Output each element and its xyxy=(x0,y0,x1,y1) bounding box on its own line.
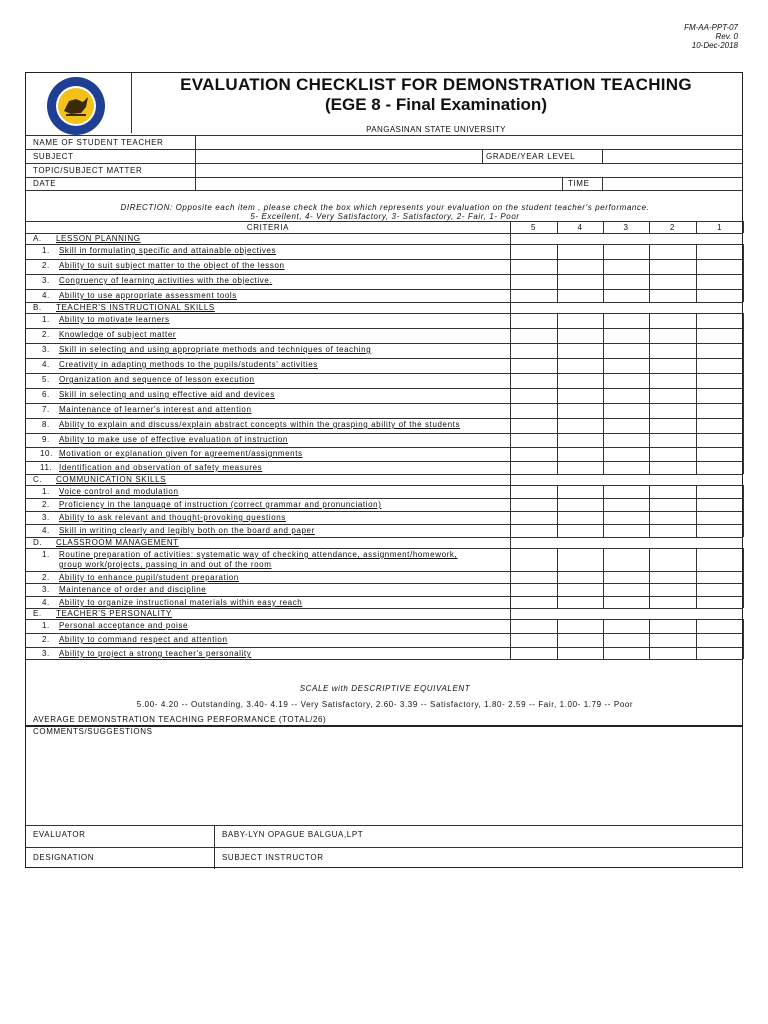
rating-checkbox-2[interactable] xyxy=(649,596,696,608)
rating-checkbox-4[interactable] xyxy=(557,343,603,358)
column-rule xyxy=(743,358,744,373)
rating-checkbox-5[interactable] xyxy=(510,358,557,373)
evaluation-form xyxy=(25,72,743,868)
criterion-item: Ability to command respect and attention xyxy=(59,635,228,644)
evaluator-label: EVALUATOR xyxy=(33,830,86,839)
rating-checkbox-4[interactable] xyxy=(557,418,603,433)
rating-checkbox-3[interactable] xyxy=(603,511,649,524)
column-rule xyxy=(510,608,511,619)
rating-checkbox-5[interactable] xyxy=(510,343,557,358)
rating-checkbox-1[interactable] xyxy=(696,313,743,328)
criterion-item: Ability to explain and discuss/explain abstract concepts within the grasping ability of the students xyxy=(59,420,461,429)
rating-checkbox-2[interactable] xyxy=(649,619,696,633)
item-number: 9. xyxy=(42,435,50,444)
rating-checkbox-3[interactable] xyxy=(603,358,649,373)
column-rule xyxy=(510,302,511,313)
criterion-item: Skill in selecting and using effective aid and devices xyxy=(59,390,275,399)
rating-header-2: 2 xyxy=(669,223,676,232)
rating-checkbox-4[interactable] xyxy=(557,358,603,373)
rating-checkbox-1[interactable] xyxy=(696,571,743,583)
rating-checkbox-5[interactable] xyxy=(510,447,557,461)
rating-checkbox-4[interactable] xyxy=(557,485,603,498)
rating-checkbox-5[interactable] xyxy=(510,313,557,328)
rule xyxy=(602,177,603,190)
rating-checkbox-2[interactable] xyxy=(649,524,696,537)
criterion-item: Maintenance of learner's interest and attention xyxy=(59,405,252,414)
rating-checkbox-3[interactable] xyxy=(603,418,649,433)
rating-checkbox-5[interactable] xyxy=(510,498,557,511)
rating-checkbox-2[interactable] xyxy=(649,571,696,583)
column-rule xyxy=(743,485,744,498)
rating-checkbox-1[interactable] xyxy=(696,244,743,259)
rating-checkbox-3[interactable] xyxy=(603,461,649,474)
rating-checkbox-3[interactable] xyxy=(603,433,649,447)
rating-checkbox-5[interactable] xyxy=(510,328,557,343)
column-rule xyxy=(743,403,744,418)
evaluator-name: BABY-LYN OPAGUE BALGUA,LPT xyxy=(222,830,364,839)
criterion-item: Voice control and modulation xyxy=(59,487,179,496)
rating-checkbox-5[interactable] xyxy=(510,373,557,388)
section-letter-e: E. xyxy=(33,609,42,618)
rating-checkbox-5[interactable] xyxy=(510,433,557,447)
column-rule xyxy=(510,233,511,244)
rating-checkbox-3[interactable] xyxy=(603,259,649,274)
section-letter-b: B. xyxy=(33,303,42,312)
criterion-item: Motivation or explanation given for agreement/assignments xyxy=(59,449,303,458)
item-number: 1. xyxy=(42,621,50,630)
revision-date: 10-Dec-2018 xyxy=(691,41,738,50)
rating-checkbox-2[interactable] xyxy=(649,403,696,418)
column-rule xyxy=(743,524,744,537)
criterion-item: group work/projects, passing in and out of the room xyxy=(59,560,272,569)
rating-checkbox-5[interactable] xyxy=(510,274,557,289)
item-number: 2. xyxy=(42,573,50,582)
criterion-item: Identification and observation of safety measures xyxy=(59,463,263,472)
column-rule xyxy=(743,244,744,259)
rating-checkbox-4[interactable] xyxy=(557,633,603,647)
rating-checkbox-5[interactable] xyxy=(510,524,557,537)
column-rule xyxy=(743,511,744,524)
rating-checkbox-2[interactable] xyxy=(649,313,696,328)
rating-checkbox-5[interactable] xyxy=(510,403,557,418)
form-title: EVALUATION CHECKLIST FOR DEMONSTRATION TEACHING xyxy=(180,75,692,94)
criterion-item: Personal acceptance and poise xyxy=(59,621,189,630)
rating-checkbox-2[interactable] xyxy=(649,388,696,403)
item-number: 4. xyxy=(42,291,50,300)
column-rule xyxy=(743,313,744,328)
rule xyxy=(26,847,742,848)
rating-checkbox-1[interactable] xyxy=(696,485,743,498)
criterion-item: Skill in selecting and using appropriate methods and techniques of teaching xyxy=(59,345,372,354)
rating-checkbox-1[interactable] xyxy=(696,343,743,358)
rating-checkbox-3[interactable] xyxy=(603,583,649,596)
item-number: 2. xyxy=(42,261,50,270)
item-number: 4. xyxy=(42,360,50,369)
item-number: 3. xyxy=(42,649,50,658)
rating-checkbox-4[interactable] xyxy=(557,244,603,259)
column-rule xyxy=(510,474,511,485)
item-number: 4. xyxy=(42,598,50,607)
form-code: FM-AA-PPT-07 xyxy=(684,23,738,32)
section-letter-c: C. xyxy=(33,475,43,484)
criterion-item: Ability to organize instructional materials within easy reach xyxy=(59,598,303,607)
rating-checkbox-2[interactable] xyxy=(649,583,696,596)
column-rule xyxy=(743,571,744,583)
rating-checkbox-4[interactable] xyxy=(557,289,603,302)
rule xyxy=(26,177,742,178)
direction-prefix: DIRECTION: xyxy=(120,203,173,212)
column-rule xyxy=(743,373,744,388)
section-title-e: TEACHER'S PERSONALITY xyxy=(56,609,172,618)
rating-checkbox-5[interactable] xyxy=(510,244,557,259)
criterion-item: Creativity in adapting methods to the pupils/students' activities xyxy=(59,360,318,369)
rating-checkbox-1[interactable] xyxy=(696,647,743,659)
column-rule xyxy=(743,633,744,647)
rating-header-3: 3 xyxy=(623,223,629,232)
rating-checkbox-4[interactable] xyxy=(557,328,603,343)
rating-checkbox-2[interactable] xyxy=(649,485,696,498)
direction-line-2: 5- Excellent, 4- Very Satisfactory, 3- Satisfactory, 2- Fair, 1- Poor xyxy=(250,212,520,221)
rating-checkbox-5[interactable] xyxy=(510,571,557,583)
rating-checkbox-3[interactable] xyxy=(603,403,649,418)
scale-title: SCALE with DESCRIPTIVE EQUIVALENT xyxy=(299,684,471,693)
rating-checkbox-5[interactable] xyxy=(510,583,557,596)
rating-checkbox-3[interactable] xyxy=(603,633,649,647)
rating-checkbox-4[interactable] xyxy=(557,524,603,537)
criterion-item: Skill in writing clearly and legibly both on the board and paper xyxy=(59,526,315,535)
rating-checkbox-5[interactable] xyxy=(510,633,557,647)
student-teacher-label: NAME OF STUDENT TEACHER xyxy=(33,138,164,147)
rating-checkbox-4[interactable] xyxy=(557,274,603,289)
grade-level-label: GRADE/YEAR LEVEL xyxy=(486,152,576,161)
rating-checkbox-3[interactable] xyxy=(603,274,649,289)
rating-checkbox-1[interactable] xyxy=(696,403,743,418)
topic-label: TOPIC/SUBJECT MATTER xyxy=(33,166,143,175)
rating-checkbox-2[interactable] xyxy=(649,274,696,289)
rule xyxy=(26,149,742,150)
rating-checkbox-2[interactable] xyxy=(649,548,696,571)
rating-checkbox-2[interactable] xyxy=(649,461,696,474)
rating-checkbox-4[interactable] xyxy=(557,596,603,608)
item-number: 2. xyxy=(42,635,50,644)
criterion-item: Ability to project a strong teacher's personality xyxy=(59,649,252,658)
rating-checkbox-2[interactable] xyxy=(649,358,696,373)
column-rule xyxy=(743,596,744,608)
item-number: 3. xyxy=(42,585,50,594)
average-label: AVERAGE DEMONSTRATION TEACHING PERFORMANCE (TOTAL/26) xyxy=(33,715,327,724)
designation-label: DESIGNATION xyxy=(33,853,95,862)
rating-checkbox-4[interactable] xyxy=(557,511,603,524)
rule xyxy=(214,825,215,869)
rating-checkbox-5[interactable] xyxy=(510,289,557,302)
rating-checkbox-2[interactable] xyxy=(649,244,696,259)
rating-checkbox-3[interactable] xyxy=(603,647,649,659)
criterion-item: Proficiency in the language of instruction (correct grammar and pronunciation) xyxy=(59,500,382,509)
rating-checkbox-1[interactable] xyxy=(696,274,743,289)
rating-checkbox-1[interactable] xyxy=(696,433,743,447)
item-number: 5. xyxy=(42,375,50,384)
rating-checkbox-2[interactable] xyxy=(649,289,696,302)
revision: Rev. 0 xyxy=(715,32,738,41)
item-number: 6. xyxy=(42,390,50,399)
rating-checkbox-4[interactable] xyxy=(557,373,603,388)
rating-checkbox-4[interactable] xyxy=(557,259,603,274)
rating-checkbox-3[interactable] xyxy=(603,548,649,571)
column-rule xyxy=(743,461,744,474)
rating-checkbox-3[interactable] xyxy=(603,244,649,259)
item-number: 1. xyxy=(42,246,50,255)
rating-checkbox-2[interactable] xyxy=(649,259,696,274)
rating-checkbox-2[interactable] xyxy=(649,647,696,659)
rating-checkbox-3[interactable] xyxy=(603,328,649,343)
criterion-item: Knowledge of subject matter xyxy=(59,330,177,339)
rating-checkbox-3[interactable] xyxy=(603,619,649,633)
rating-checkbox-5[interactable] xyxy=(510,259,557,274)
row-rule xyxy=(26,659,742,660)
rating-checkbox-4[interactable] xyxy=(557,313,603,328)
rating-checkbox-3[interactable] xyxy=(603,388,649,403)
rule xyxy=(195,135,196,190)
rating-checkbox-2[interactable] xyxy=(649,511,696,524)
rating-checkbox-3[interactable] xyxy=(603,485,649,498)
column-rule xyxy=(743,418,744,433)
rating-checkbox-2[interactable] xyxy=(649,433,696,447)
item-number: 10. xyxy=(40,449,53,458)
column-rule xyxy=(743,274,744,289)
rating-checkbox-5[interactable] xyxy=(510,647,557,659)
section-letter-d: D. xyxy=(33,538,43,547)
item-number: 1. xyxy=(42,487,50,496)
designation-value: SUBJECT INSTRUCTOR xyxy=(222,853,324,862)
rating-checkbox-1[interactable] xyxy=(696,447,743,461)
rating-header-4: 4 xyxy=(577,223,583,232)
rating-checkbox-1[interactable] xyxy=(696,358,743,373)
rating-checkbox-3[interactable] xyxy=(603,313,649,328)
column-rule xyxy=(743,259,744,274)
rating-checkbox-5[interactable] xyxy=(510,388,557,403)
rule xyxy=(26,825,742,826)
rating-checkbox-4[interactable] xyxy=(557,388,603,403)
form-subtitle: (EGE 8 - Final Examination) xyxy=(325,95,547,114)
item-number: 8. xyxy=(42,420,50,429)
column-rule xyxy=(743,647,744,659)
item-number: 1. xyxy=(42,315,50,324)
rating-checkbox-4[interactable] xyxy=(557,647,603,659)
criterion-item: Congruency of learning activities with the objective. xyxy=(59,276,273,285)
item-number: 3. xyxy=(42,513,50,522)
rating-checkbox-2[interactable] xyxy=(649,418,696,433)
comments-label: COMMENTS/SUGGESTIONS xyxy=(33,727,153,736)
rating-checkbox-5[interactable] xyxy=(510,511,557,524)
rating-checkbox-4[interactable] xyxy=(557,583,603,596)
rating-checkbox-4[interactable] xyxy=(557,447,603,461)
rating-checkbox-3[interactable] xyxy=(603,447,649,461)
header-divider xyxy=(131,73,132,133)
rating-checkbox-3[interactable] xyxy=(603,524,649,537)
rating-checkbox-1[interactable] xyxy=(696,524,743,537)
section-title-c: COMMUNICATION SKILLS xyxy=(56,475,167,484)
rule xyxy=(26,135,742,136)
item-number: 7. xyxy=(42,405,50,414)
date-label: DATE xyxy=(33,179,57,188)
rating-checkbox-1[interactable] xyxy=(696,498,743,511)
criterion-item: Ability to ask relevant and thought-provoking questions xyxy=(59,513,286,522)
item-number: 3. xyxy=(42,276,50,285)
rating-checkbox-1[interactable] xyxy=(696,289,743,302)
item-number: 3. xyxy=(42,345,50,354)
rating-checkbox-3[interactable] xyxy=(603,596,649,608)
column-rule xyxy=(743,619,744,633)
section-letter-a: A. xyxy=(33,234,42,243)
rating-checkbox-2[interactable] xyxy=(649,343,696,358)
rule xyxy=(26,190,742,191)
rating-checkbox-3[interactable] xyxy=(603,289,649,302)
item-number: 4. xyxy=(42,526,50,535)
column-rule xyxy=(743,447,744,461)
rating-checkbox-1[interactable] xyxy=(696,548,743,571)
rating-checkbox-5[interactable] xyxy=(510,418,557,433)
criterion-item: Ability to suit subject matter to the object of the lesson xyxy=(59,261,285,270)
criterion-item: Ability to enhance pupil/student preparation xyxy=(59,573,239,582)
rating-checkbox-4[interactable] xyxy=(557,461,603,474)
rating-checkbox-3[interactable] xyxy=(603,498,649,511)
rating-checkbox-2[interactable] xyxy=(649,373,696,388)
rating-header-5: 5 xyxy=(530,223,537,232)
rating-checkbox-5[interactable] xyxy=(510,461,557,474)
column-rule xyxy=(743,548,744,571)
criterion-item: Skill in formulating specific and attainable objectives xyxy=(59,246,277,255)
rating-checkbox-3[interactable] xyxy=(603,373,649,388)
document-code-block xyxy=(684,23,738,50)
rating-checkbox-2[interactable] xyxy=(649,447,696,461)
rating-checkbox-1[interactable] xyxy=(696,583,743,596)
column-rule xyxy=(743,328,744,343)
rating-checkbox-1[interactable] xyxy=(696,596,743,608)
column-rule xyxy=(743,388,744,403)
criteria-header: CRITERIA xyxy=(246,223,290,232)
criterion-item: Organization and sequence of lesson execution xyxy=(59,375,255,384)
rating-checkbox-2[interactable] xyxy=(649,328,696,343)
criterion-item: Ability to use appropriate assessment tools xyxy=(59,291,237,300)
column-rule xyxy=(743,343,744,358)
rating-header-1: 1 xyxy=(716,223,723,232)
rating-checkbox-1[interactable] xyxy=(696,418,743,433)
rating-checkbox-4[interactable] xyxy=(557,498,603,511)
rating-checkbox-5[interactable] xyxy=(510,485,557,498)
column-rule xyxy=(743,433,744,447)
section-title-d: CLASSROOM MANAGEMENT xyxy=(56,538,179,547)
rating-checkbox-4[interactable] xyxy=(557,619,603,633)
rule xyxy=(26,163,742,164)
rule xyxy=(482,149,483,163)
rating-checkbox-1[interactable] xyxy=(696,633,743,647)
row-rule xyxy=(26,221,742,222)
university-name: PANGASINAN STATE UNIVERSITY xyxy=(366,125,506,134)
column-rule xyxy=(510,537,511,548)
rating-checkbox-4[interactable] xyxy=(557,571,603,583)
criterion-item: Ability to motivate learners xyxy=(59,315,170,324)
rating-checkbox-3[interactable] xyxy=(603,343,649,358)
rating-checkbox-2[interactable] xyxy=(649,498,696,511)
item-number: 2. xyxy=(42,500,50,509)
rating-checkbox-5[interactable] xyxy=(510,596,557,608)
item-number: 2. xyxy=(42,330,50,339)
rating-checkbox-5[interactable] xyxy=(510,548,557,571)
rating-checkbox-5[interactable] xyxy=(510,619,557,633)
rating-checkbox-1[interactable] xyxy=(696,388,743,403)
rating-checkbox-1[interactable] xyxy=(696,619,743,633)
rating-checkbox-4[interactable] xyxy=(557,403,603,418)
rating-checkbox-1[interactable] xyxy=(696,461,743,474)
rating-checkbox-3[interactable] xyxy=(603,571,649,583)
column-rule xyxy=(743,498,744,511)
criterion-item: Ability to make use of effective evaluation of instruction xyxy=(59,435,288,444)
item-number: 11. xyxy=(40,463,53,472)
rating-checkbox-2[interactable] xyxy=(649,633,696,647)
subject-label: SUBJECT xyxy=(33,152,74,161)
scale-line: 5.00- 4.20 -- Outstanding, 3.40- 4.19 -- Very Satisfactory, 2.60- 3.39 -- Satisfactory, 1.80- 2.59 -- Fair, 1.00- 1.79 -- Poor xyxy=(136,700,634,709)
direction-text: Opposite each item , please check the box which represents your evaluation on the student teacher's performance. xyxy=(172,203,650,212)
column-rule xyxy=(743,289,744,302)
column-rule xyxy=(743,583,744,596)
time-label: TIME xyxy=(568,179,590,188)
criterion-item: Routine preparation of activities: systematic way of checking attendance, assignment/homework, xyxy=(59,550,458,559)
rating-checkbox-1[interactable] xyxy=(696,373,743,388)
rating-checkbox-1[interactable] xyxy=(696,259,743,274)
university-seal-icon xyxy=(36,75,116,137)
criterion-item: Maintenance of order and discipline xyxy=(59,585,207,594)
section-title-a: LESSON PLANNING xyxy=(56,234,141,243)
item-number: 1. xyxy=(42,550,50,559)
section-title-b: TEACHER'S INSTRUCTIONAL SKILLS xyxy=(56,303,215,312)
rating-checkbox-4[interactable] xyxy=(557,433,603,447)
rule xyxy=(602,149,603,163)
column-rule xyxy=(743,221,744,233)
rating-checkbox-4[interactable] xyxy=(557,548,603,571)
rating-checkbox-1[interactable] xyxy=(696,328,743,343)
rating-checkbox-1[interactable] xyxy=(696,511,743,524)
rule xyxy=(562,177,563,190)
